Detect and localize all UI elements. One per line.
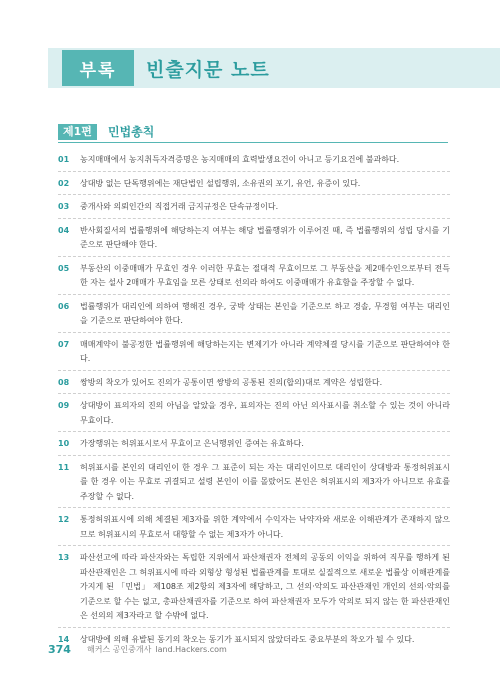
section-title: 민법총칙 bbox=[108, 125, 155, 139]
page-footer bbox=[48, 642, 227, 656]
list-item bbox=[58, 224, 450, 253]
list-item bbox=[58, 376, 450, 391]
item-text: 매매계약이 불공정한 법률행위에 해당하는지는 변제기가 아니라 계약체결 당시를 기준으로 판단하여야 한다. bbox=[80, 339, 450, 363]
item-number: 09 bbox=[58, 401, 70, 410]
item-divider bbox=[58, 194, 450, 196]
item-divider bbox=[58, 171, 450, 173]
item-number: 05 bbox=[58, 263, 70, 273]
item-divider bbox=[58, 294, 450, 296]
item-number: 14 bbox=[58, 634, 70, 644]
item-number: 11 bbox=[58, 462, 70, 472]
item-number: 03 bbox=[58, 202, 70, 211]
list-item bbox=[58, 177, 450, 192]
item-text: 부동산의 이중매매가 무효인 경우 이러한 무효는 절대적 무효이므로 그 부동산을 제2매수인으로부터 전득한 자는 설사 2매매가 무효임을 모른 상태로 선의라 하여도 이중매매가 유효함을 주장할 수 없다. bbox=[80, 263, 450, 287]
list-item bbox=[58, 513, 450, 542]
item-text: 통정허위표시에 의해 체결된 제3자를 위한 계약에서 수익자는 낙약자와 새로운 이해관계가 존재하지 않으므로 허위표시의 무효로서 대항할 수 없는 제3자가 아니다. bbox=[80, 515, 450, 539]
list-item bbox=[58, 300, 450, 329]
item-text: 상대방이 표의자의 진의 아님을 알았을 경우, 표의자는 진의 아닌 의사표시를 취소할 수 있는 것이 아니라 무효이다. bbox=[80, 401, 450, 425]
item-text: 파산선고에 따라 파산자와는 독립한 지위에서 파산채권자 전체의 공동의 이익을 위하여 직무를 행하게 된 파산관재인은 그 허위표시에 따라 외형상 형성된 법률관계를 토대로 실질적으로 새로운 법률상 이해관계를 가지게 된 「민법」 제108조 제2항의 제3자에 해당하고, 그 선의·악의도 파산관재인 개인의 선의·악의를 기준으로 할 수는 없고, 총파산채권자를 기준으로 하여 파산채권자 모두가 악의로 되지 않는 한 파산관재인은 선의의 제3자라고 할 수밖에 없다. bbox=[80, 553, 450, 620]
list-item bbox=[58, 461, 450, 505]
item-text: 중개사와 의뢰인간의 직접거래 금지규정은 단속규정이다. bbox=[80, 202, 279, 211]
list-item bbox=[58, 437, 450, 452]
item-divider bbox=[58, 256, 450, 258]
section-heading bbox=[58, 122, 448, 144]
item-text: 상대방 없는 단독행위에는 재단법인 설립행위, 소유권의 포기, 유언, 유증이 있다. bbox=[80, 178, 361, 188]
section-tag: 제1편 bbox=[58, 124, 97, 140]
footer-brand: 해커스 공인중개사 bbox=[86, 644, 152, 654]
item-number: 06 bbox=[58, 301, 70, 311]
section-rule bbox=[58, 142, 448, 143]
item-text: 쌍방의 착오가 있어도 진의가 공통이면 쌍방의 공통된 진의(합의)대로 계약은 성립한다. bbox=[80, 377, 383, 387]
list-item bbox=[58, 551, 450, 624]
item-number: 08 bbox=[58, 377, 70, 387]
item-divider bbox=[58, 545, 450, 547]
list-item bbox=[58, 338, 450, 367]
item-text: 농지매매에서 농지취득자격증명은 농지매매의 효력발생요건이 아니고 등기요건에 불과하다. bbox=[80, 155, 400, 164]
footer-url: land.Hackers.com bbox=[155, 644, 227, 654]
item-text: 허위표시를 본인의 대리인이 한 경우 그 표준이 되는 자는 대리인이므로 대리인이 상대방과 통정허위표시를 한 경우 이는 무효로 귀결되고 설령 본인이 이를 몰랐어도 본인은 허위표시의 제3자가 아니므로 유효를 주장할 수 없다. bbox=[80, 462, 450, 501]
item-divider bbox=[58, 218, 450, 220]
list-item bbox=[58, 153, 450, 168]
note-list bbox=[58, 153, 450, 647]
item-divider bbox=[58, 431, 450, 433]
item-number: 12 bbox=[58, 515, 70, 524]
item-number: 01 bbox=[58, 155, 70, 164]
list-item bbox=[58, 262, 450, 291]
list-item bbox=[58, 200, 450, 215]
list-item bbox=[58, 399, 450, 428]
item-text: 가장행위는 허위표시로서 무효이고 은닉행위인 증여는 유효하다. bbox=[80, 439, 304, 448]
item-text: 반사회질서의 법률행위에 해당하는지 여부는 해당 법률행위가 이루어진 때, 즉 법률행위의 성립 당시를 기준으로 판단해야 한다. bbox=[80, 225, 450, 249]
item-text: 법률행위가 대리인에 의하여 행해진 경우, 궁박 상태는 본인을 기준으로 하고 경솔, 무경험 여부는 대리인을 기준으로 판단하여야 한다. bbox=[80, 301, 450, 325]
item-divider bbox=[58, 627, 450, 629]
item-number: 02 bbox=[58, 178, 70, 188]
item-text: 상대방에 의해 유발된 동기의 착오는 동기가 표시되지 않았더라도 중요부분의 착오가 될 수 있다. bbox=[80, 634, 415, 644]
item-number: 13 bbox=[58, 553, 70, 562]
item-divider bbox=[58, 393, 450, 395]
item-divider bbox=[58, 332, 450, 334]
page-number: 374 bbox=[48, 642, 71, 656]
item-number: 07 bbox=[58, 339, 70, 349]
item-divider bbox=[58, 455, 450, 457]
item-divider bbox=[58, 507, 450, 509]
appendix-tag: 부록 bbox=[62, 50, 134, 86]
item-number: 10 bbox=[58, 439, 70, 448]
page-title: 빈출지문 노트 bbox=[146, 58, 270, 81]
item-divider bbox=[58, 370, 450, 372]
item-number: 04 bbox=[58, 225, 70, 235]
